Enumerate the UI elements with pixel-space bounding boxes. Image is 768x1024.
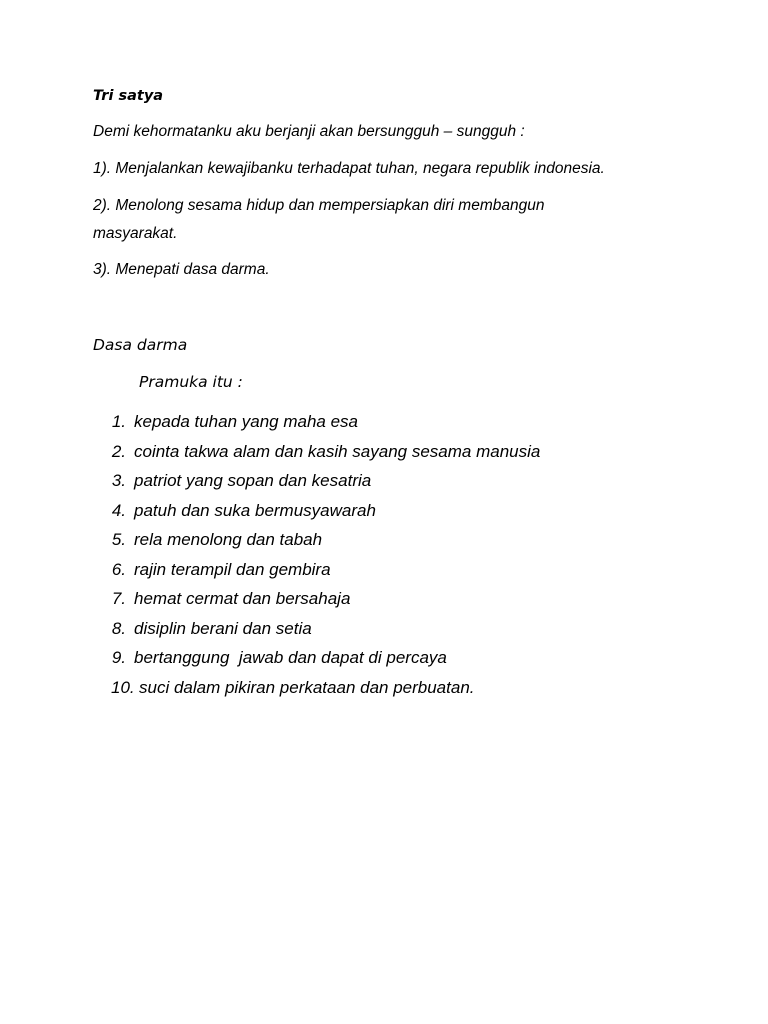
list-item-number: 6. <box>111 559 126 579</box>
list-item-number: 9. <box>111 648 126 667</box>
list-item-number: 5. <box>111 530 126 549</box>
list-item-text: cointa takwa alam dan kasih sayang sesama manusia <box>134 441 541 461</box>
list-item-text: disiplin berani dan setia <box>134 618 312 638</box>
tri-satya-title: Tri satya <box>93 88 164 104</box>
tri-satya-point-2-continued: masyarakat. <box>93 225 178 242</box>
list-item-text: kepada tuhan yang maha esa <box>134 412 359 431</box>
list-item-text: rela menolong dan tabah <box>134 530 323 549</box>
list-item-text: bertanggung jawab dan dapat di percaya <box>134 648 447 667</box>
list-item-number: 10. <box>111 677 135 697</box>
tri-satya-point-1: 1). Menjalankan kewajibanku terhadapat tuhan, negara republik indonesia. <box>93 160 605 177</box>
list-item-number: 3. <box>111 471 126 490</box>
list-item-text: hemat cermat dan bersahaja <box>134 589 351 608</box>
list-item-text: patriot yang sopan dan kesatria <box>134 471 372 490</box>
list-item-text: rajin terampil dan gembira <box>134 559 331 579</box>
dasa-darma-title: Dasa darma <box>93 336 188 354</box>
list-item-text: patuh dan suka bermusyawarah <box>134 500 376 520</box>
dasa-darma-subtitle: Pramuka itu : <box>139 373 243 391</box>
list-item-text: suci dalam pikiran perkataan dan perbuatan. <box>139 677 475 697</box>
list-item-number: 2. <box>111 441 126 461</box>
list-item-number: 7. <box>111 589 126 608</box>
list-item-number: 4. <box>111 500 126 520</box>
tri-satya-point-3: 3). Menepati dasa darma. <box>93 261 270 278</box>
tri-satya-point-2: 2). Menolong sesama hidup dan mempersiapkan diri membangun <box>93 197 545 214</box>
tri-satya-intro: Demi kehormatanku aku berjanji akan bersungguh – sungguh : <box>93 123 525 140</box>
list-item-number: 1. <box>111 412 126 431</box>
list-item-number: 8. <box>111 618 126 638</box>
